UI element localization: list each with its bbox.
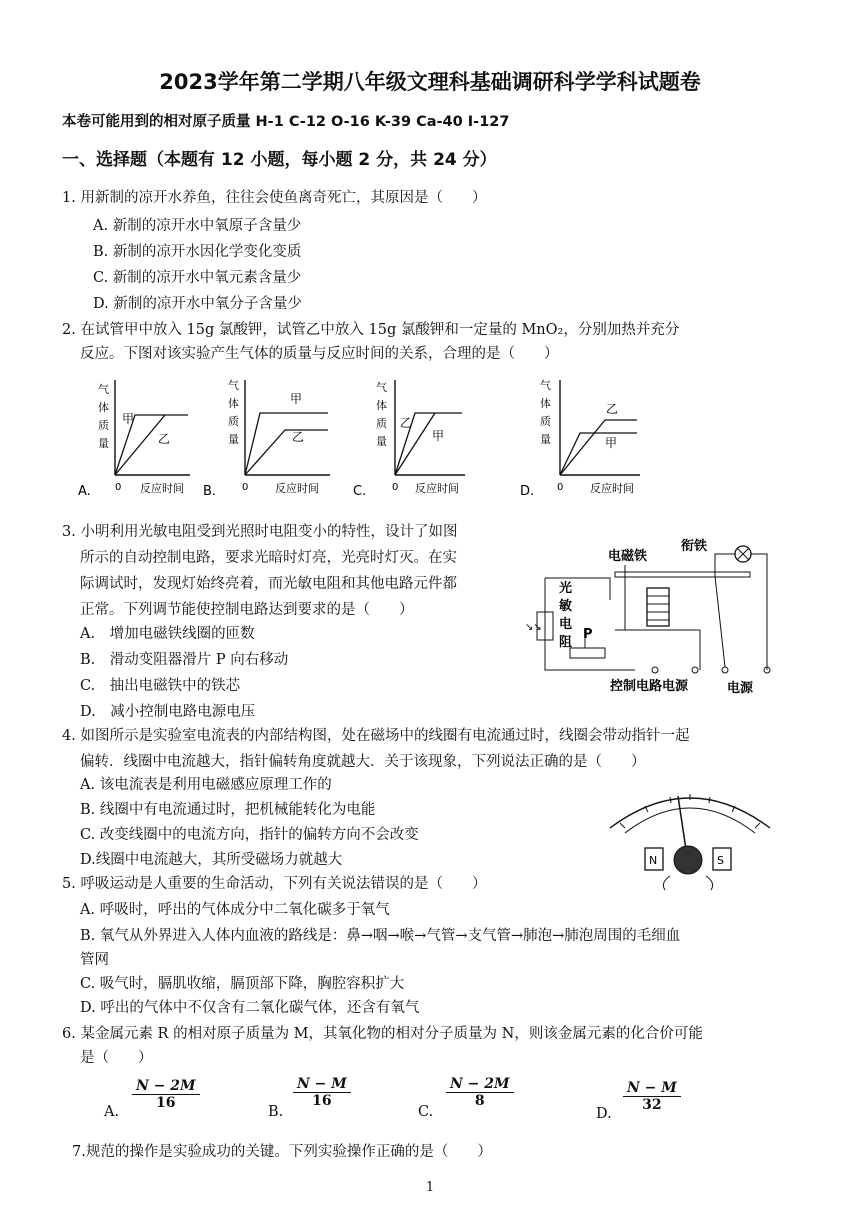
graph-a-ylabel-4: 量: [98, 437, 109, 450]
q3-line4: 正常。下列调节能使控制电路达到要求的是（ ）: [80, 602, 414, 618]
armature-bar: [615, 572, 750, 577]
page-title: 2023学年第二学期八年级文理科基础调研科学学科试题卷: [159, 70, 701, 94]
power-label: 电源: [727, 681, 754, 696]
graph-a-origin: 0: [115, 482, 122, 493]
q4-option-c: C. 改变线圈中的电流方向，指针的偏转方向不会改变: [80, 827, 419, 843]
q3-option-b: B. 滑动变阻器滑片 P 向右移动: [80, 652, 289, 668]
graph-a-letter: A.: [78, 484, 91, 499]
q5-option-b: B. 氧气从外界进入人体内血液的路线是：鼻→咽→喉→气管→支气管→肺泡→肺泡周围的毛细血: [80, 928, 681, 944]
graph-b-ylabel-1: 气: [228, 379, 239, 392]
q6-choice-c-letter: C.: [418, 1104, 434, 1120]
q3-line2: 所示的自动控制电路，要求光暗时灯亮，光亮时灯灭。在实: [80, 550, 457, 566]
electromagnet-label: 电磁铁: [608, 549, 648, 564]
q6-d-denominator: 32: [642, 1097, 662, 1113]
q6-choice-d-letter: D.: [596, 1106, 612, 1122]
rheostat: [570, 648, 605, 658]
graph-a: [78, 380, 190, 499]
q6-choice-a-letter: A.: [104, 1104, 120, 1120]
graph-b-ylabel-3: 质: [228, 415, 239, 428]
q5-option-c: C. 吸气时，膈肌收缩，膈顶部下降，胸腔容积扩大: [80, 976, 405, 992]
graph-d: [520, 378, 640, 499]
page-number: 1: [425, 1180, 435, 1195]
graph-b-yi: 乙: [292, 430, 305, 444]
graph-b-ylabel-2: 体: [228, 397, 239, 410]
q3-line1: 3. 小明利用光敏电阻受到光照时电阻变小的特性，设计了如图: [62, 524, 458, 540]
graph-c-yi: 乙: [400, 416, 413, 430]
graph-a-ylabel-2: 体: [98, 401, 109, 414]
q6-b-numerator: N − M: [293, 1076, 351, 1093]
photo-label-1: 光: [559, 581, 573, 596]
q6-c-denominator: 8: [474, 1093, 485, 1109]
graph-c-jia: 甲: [432, 429, 445, 443]
graph-c-xlabel: 反应时间: [415, 482, 459, 495]
q4-line1: 4. 如图所示是实验室电流表的内部结构图，处在磁场中的线圈有电流通过时，线圈会带动指针一起: [62, 728, 690, 744]
q1-option-b: B. 新制的凉开水因化学变化变质: [93, 244, 302, 260]
q5-option-a: A. 呼吸时，呼出的气体成分中二氧化碳多于氧气: [80, 902, 390, 918]
q6-line2: 是（ ）: [80, 1050, 153, 1066]
graph-d-jia: 甲: [605, 436, 618, 450]
graph-c-ylabel-4: 量: [376, 435, 387, 448]
atomic-mass-note: 本卷可能用到的相对原子质量 H-1 C-12 O-16 K-39 Ca-40 I-127: [62, 114, 510, 130]
q4-ammeter-figure: [600, 778, 780, 893]
q2-stem-line2: 反应。下图对该实验产生气体的质量与反应时间的关系，合理的是（ ）: [80, 346, 559, 362]
photo-label-2: 敏: [559, 599, 573, 614]
q3-circuit-figure: [515, 530, 790, 705]
q6-choice-b-letter: B.: [268, 1104, 284, 1120]
graph-d-letter: D.: [520, 484, 535, 499]
section-heading: 一、选择题（本题有 12 小题，每小题 2 分，共 24 分）: [62, 150, 497, 170]
graph-d-xlabel: 反应时间: [590, 482, 634, 495]
graph-c-origin: 0: [392, 482, 399, 493]
graph-b: [203, 378, 330, 499]
graph-b-origin: 0: [242, 482, 249, 493]
q3-line3: 际调试时，发现灯始终亮着，而光敏电阻和其他电路元件都: [80, 576, 457, 592]
graph-c: [353, 380, 465, 499]
graph-d-ylabel-4: 量: [540, 433, 551, 446]
graph-b-ylabel-4: 量: [228, 433, 239, 446]
graph-a-ylabel-3: 质: [98, 419, 109, 432]
q1-option-d: D. 新制的凉开水中氧分子含量少: [93, 296, 302, 312]
graph-a-xlabel: 反应时间: [140, 482, 184, 495]
q3-option-a: A. 增加电磁铁线圈的匝数: [80, 626, 255, 642]
q6-d-numerator: N − M: [623, 1080, 681, 1097]
coil-icon: [674, 846, 702, 874]
graph-b-xlabel: 反应时间: [275, 482, 319, 495]
q2-graphs: [70, 375, 670, 505]
graph-a-ylabel-1: 气: [98, 383, 109, 396]
q1-option-c: C. 新制的凉开水中氧元素含量少: [93, 270, 302, 286]
q6-a-denominator: 16: [156, 1095, 176, 1111]
q4-option-a: A. 该电流表是利用电磁感应原理工作的: [80, 777, 332, 793]
graph-a-jia: 甲: [122, 412, 135, 426]
q6-choice-d-fraction: [623, 1080, 681, 1113]
graph-d-ylabel-2: 体: [540, 397, 551, 410]
q6-choice-c-fraction: [446, 1076, 514, 1109]
graph-d-yi: 乙: [606, 402, 619, 416]
graph-c-ylabel-1: 气: [376, 381, 387, 394]
graph-d-ylabel-1: 气: [540, 379, 551, 392]
q3-option-d: D. 减小控制电路电源电压: [80, 704, 256, 720]
control-power-label: 控制电路电源: [610, 679, 689, 694]
q5-option-d: D. 呼出的气体中不仅含有二氧化碳气体，还含有氧气: [80, 1000, 420, 1016]
q6-choice-a-fraction: [132, 1078, 200, 1111]
q1-option-a: A. 新制的凉开水中氧原子含量少: [93, 218, 302, 234]
q6-line1: 6. 某金属元素 R 的相对原子质量为 M，其氧化物的相对分子质量为 N，则该金属元素的化合价可能: [62, 1026, 703, 1042]
armature-label: 衔铁: [681, 539, 708, 554]
graph-b-letter: B.: [203, 484, 217, 499]
rheostat-p-label: P: [583, 627, 593, 642]
q5-stem: 5. 呼吸运动是人重要的生命活动，下列有关说法错误的是（ ）: [62, 876, 487, 892]
q4-line2: 偏转．线圈中电流越大，指针偏转角度就越大．关于该现象，下列说法正确的是（ ）: [80, 754, 646, 770]
q3-option-c: C. 抽出电磁铁中的铁芯: [80, 678, 241, 694]
graph-b-jia: 甲: [290, 392, 303, 406]
graph-c-ylabel-3: 质: [376, 417, 387, 430]
q2-stem-line1: 2. 在试管甲中放入 15g 氯酸钾，试管乙中放入 15g 氯酸钾和一定量的 MnO₂，分别加热并充分: [62, 322, 680, 338]
svg-text:↘↘: ↘↘: [525, 622, 542, 633]
graph-a-yi: 乙: [158, 432, 171, 446]
magnet-n-label: N: [649, 854, 658, 867]
graph-d-origin: 0: [557, 482, 564, 493]
q4-option-d: D.线圈中电流越大，其所受磁场力就越大: [80, 852, 343, 868]
q4-option-b: B. 线圈中有电流通过时，把机械能转化为电能: [80, 802, 376, 818]
ammeter-scale-arc: [610, 798, 770, 828]
photo-label-3: 电: [559, 617, 573, 632]
q5-option-b-cont: 管网: [80, 952, 109, 968]
graph-c-letter: C.: [353, 484, 367, 499]
q6-b-denominator: 16: [312, 1093, 332, 1109]
graph-d-ylabel-3: 质: [540, 415, 551, 428]
magnet-s-label: S: [717, 854, 724, 867]
photo-label-4: 阻: [559, 635, 573, 650]
q6-a-numerator: N − 2M: [132, 1078, 200, 1095]
q6-choice-b-fraction: [293, 1076, 351, 1109]
q1-stem: 1. 用新制的凉开水养鱼，往往会使鱼离奇死亡，其原因是（ ）: [62, 190, 487, 206]
graph-c-ylabel-2: 体: [376, 399, 387, 412]
q7-stem: 7.规范的操作是实验成功的关键。下列实验操作正确的是（ ）: [72, 1144, 492, 1160]
q6-c-numerator: N − 2M: [446, 1076, 514, 1093]
